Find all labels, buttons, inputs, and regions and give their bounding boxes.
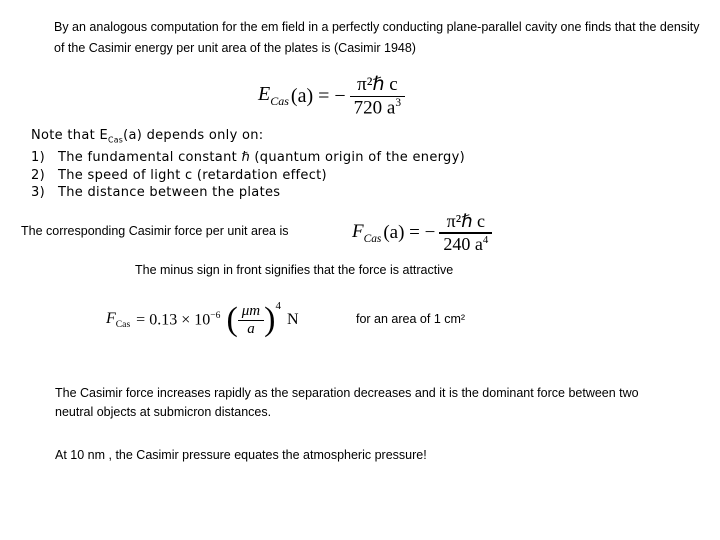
numeric-numerator: μm <box>241 302 261 319</box>
casimir-energy-equation <box>258 66 405 126</box>
energy-fraction <box>350 73 405 120</box>
note-heading: Note that $E_{Cas}(a)$ depends only on: <box>31 128 264 145</box>
energy-arg: (a) = − <box>290 84 346 107</box>
intro-paragraph: By an analogous computation for the em field in a perfectly conducting plane-parallel cavity one finds that the density of the Casimir energy per unit area of the plates is (Casimir 1948) <box>54 20 700 55</box>
numeric-denominator: a <box>247 320 255 337</box>
casimir-force-equation <box>352 205 492 261</box>
force-denominator: 240 $a^4$ <box>443 233 489 254</box>
energy-symbol: $E_{Cas}$ <box>258 83 289 108</box>
conclusion-paragraph: The Casimir force increases rapidly as the separation decreases and it is the dominant force between two neutral objects at submicron distances. <box>55 386 639 419</box>
force-intro-text: The corresponding Casimir force per unit area is <box>21 224 289 238</box>
note-block <box>31 127 471 202</box>
pressure-statement: At 10 nm , the Casimir pressure equates the atmospheric pressure! <box>55 448 427 462</box>
numeric-unit: N <box>286 311 299 328</box>
force-arg: (a) = − <box>383 222 436 243</box>
numeric-open-paren: ( <box>226 301 238 338</box>
numeric-fraction <box>238 303 264 338</box>
energy-numerator: π²ℏ c <box>357 73 398 95</box>
numeric-close-paren: ) <box>264 301 276 338</box>
numeric-force-equation <box>106 294 299 346</box>
numeric-coefficient: = $0.13 \times 10^{-6}$ <box>136 310 221 329</box>
force-symbol: $F_{Cas}$ <box>352 221 382 245</box>
area-text: for an area of 1 cm² <box>356 312 466 326</box>
note-item: 3) The distance between the plates <box>31 185 281 201</box>
attractive-note: The minus sign in front signifies that the force is attractive <box>135 263 454 277</box>
force-fraction <box>439 211 492 255</box>
note-item: 1) The fundamental constant ℏ (quantum origin of the energy) <box>31 150 465 166</box>
note-item: 2) The speed of light c (retardation effect) <box>31 167 327 183</box>
numeric-lhs: $F_{Cas}$ <box>106 309 131 331</box>
force-numerator: π²ℏ c <box>446 211 486 232</box>
energy-denominator: 720 $a^3$ <box>353 97 402 119</box>
numeric-power: 4 <box>275 300 281 312</box>
